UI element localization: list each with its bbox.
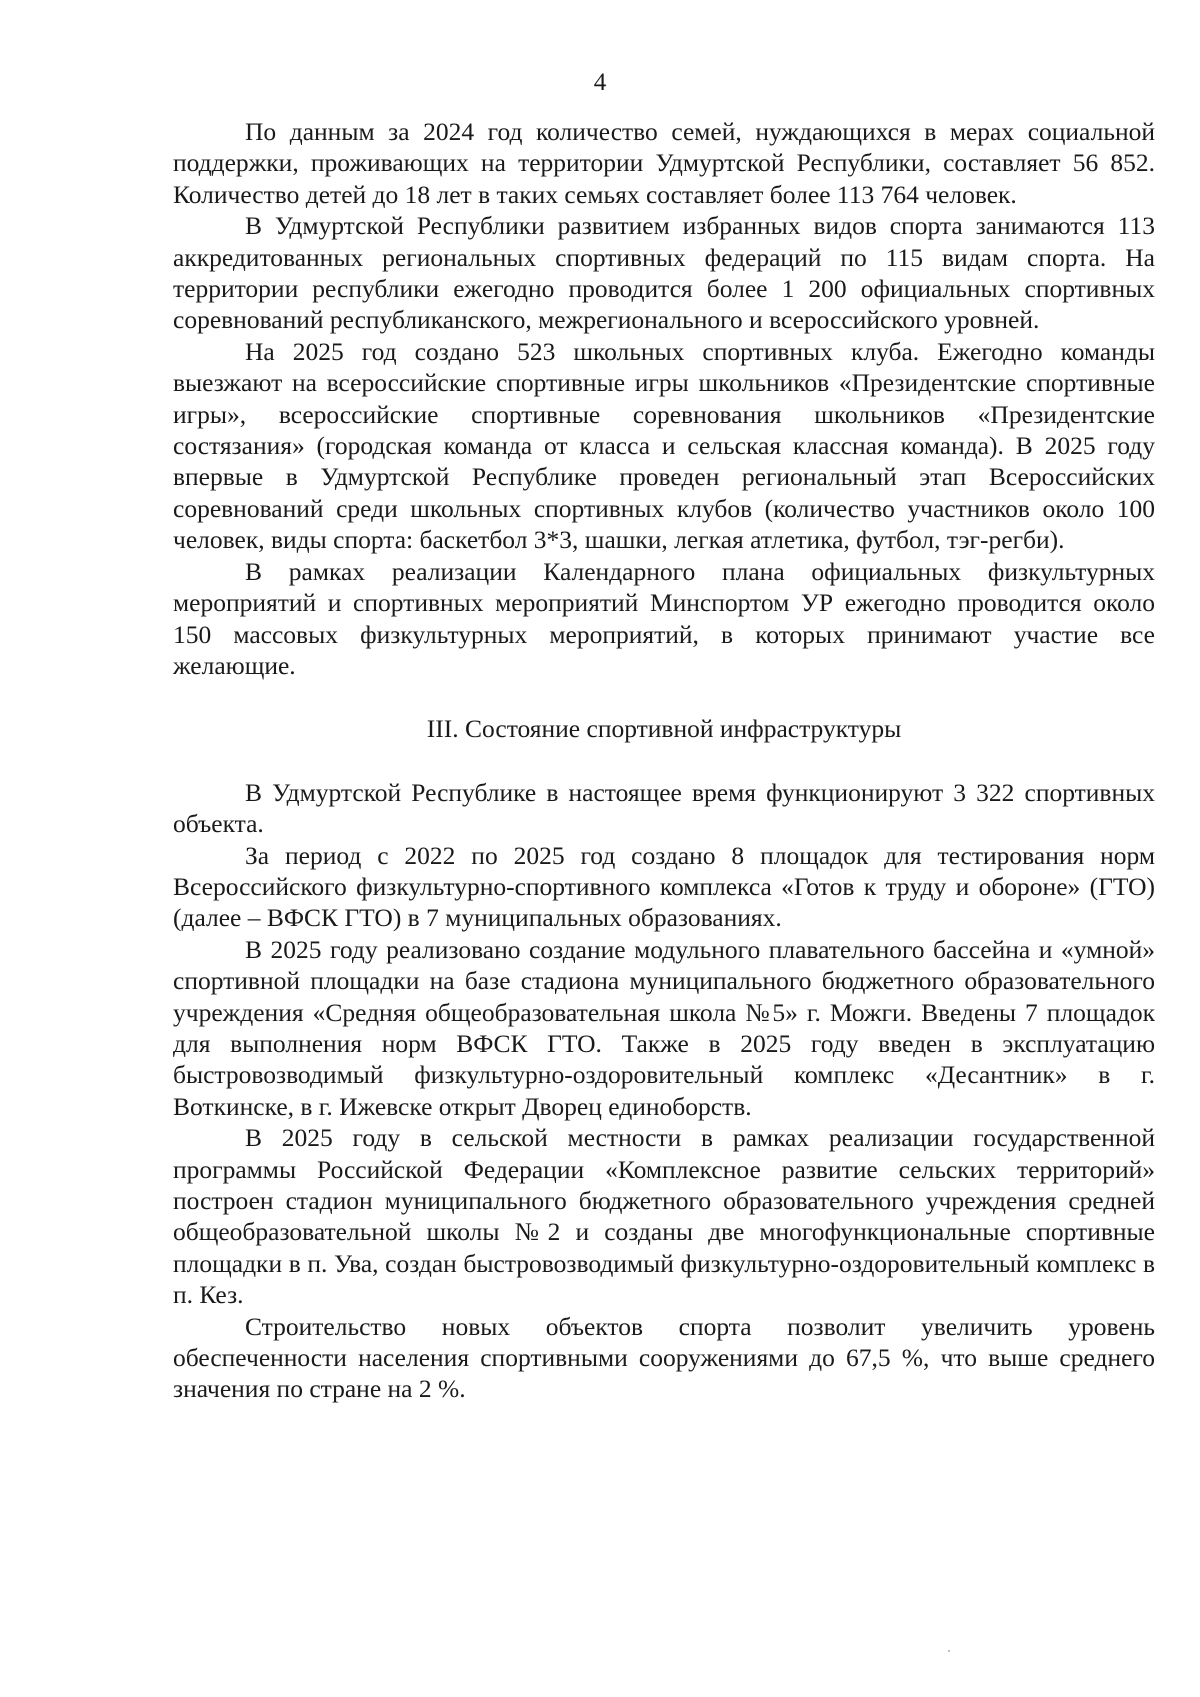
paragraph-rural-development: В 2025 году в сельской местности в рамках реализации государственной программы Российской Федерации «Комплексное развитие сельских территорий» построен стадион муниципального бюджетного образовательного учреждения средней общеобразовательной школы №2 и созданы две многофункциональные спортивные площадки в п. Ува, создан быстровозводимый физкультурно-оздоровительный комплекс в п. Кез. xyxy=(173,1123,1155,1310)
section-heading: III. Состояние спортивной инфраструктуры xyxy=(426,714,902,744)
scan-dot xyxy=(948,1650,950,1652)
paragraph-mass-sports-events: В рамках реализации Календарного плана официальных физкультурных мероприятий и спортивных мероприятий Минспортом УР ежегодно проводится около 150 массовых физкультурных мероприятий, в которых принимают участие все желающие. xyxy=(173,556,1155,680)
paragraph-provision-level: Строительство новых объектов спорта позволит увеличить уровень обеспеченности населения спортивными сооружениями до 67,5 %, что выше среднего значения по стране на 2 %. xyxy=(173,1311,1155,1404)
paragraph-school-sports-clubs: На 2025 год создано 523 школьных спортивных клуба. Ежегодно команды выезжают на всероссийские спортивные игры школьников «Президентские спортивные игры», всероссийские спортивные соревнования школьников «Президентские состязания» (городская команда от класса и сельская классная команда). В 2025 году впервые в Удмуртской Республике проведен региональный этап Всероссийских соревнований среди школьных спортивных клубов (количество участников около 100 человек, виды спорта: баскетбол 3*3, шашки, легкая атлетика, футбол, тэг-регби). xyxy=(173,336,1155,555)
page-number: 4 xyxy=(593,69,607,96)
paragraph-gto-test-sites: За период с 2022 по 2025 год создано 8 площадок для тестирования норм Всероссийского физкультурно-спортивного комплекса «Готов к труду и обороне» (ГТО) (далее – ВФСК ГТО) в 7 муниципальных образованиях. xyxy=(173,840,1155,933)
paragraph-families-support: По данным за 2024 год количество семей, нуждающихся в мерах социальной поддержки, проживающих на территории Удмуртской Республики, составляет 56 852. Количество детей до 18 лет в таких семьях составляет более 113 764 человек. xyxy=(173,117,1155,209)
paragraph-sports-federations: В Удмуртской Республики развитием избранных видов спорта занимаются 113 аккредитованных региональных спортивных федераций по 115 видам спорта. На территории республики ежегодно проводится более 1 200 официальных спортивных соревнований республиканского, межрегионального и всероссийского уровней. xyxy=(173,211,1155,335)
paragraph-2025-facilities: В 2025 году реализовано создание модульного плавательного бассейна и «умной» спортивной площадки на базе стадиона муниципального бюджетного образовательного учреждения «Средняя общеобразовательная школа №5» г. Можги. Введены 7 площадок для выполнения норм ВФСК ГТО. Также в 2025 году введен в эксплуатацию быстровозводимый физкультурно-оздоровительный комплекс «Десантник» в г. Воткинске, в г. Ижевске открыт Дворец единоборств. xyxy=(173,934,1155,1121)
paragraph-sports-facilities-count: В Удмуртской Республике в настоящее время функционируют 3 322 спортивных объекта. xyxy=(173,777,1155,839)
document-body xyxy=(173,116,1155,1405)
